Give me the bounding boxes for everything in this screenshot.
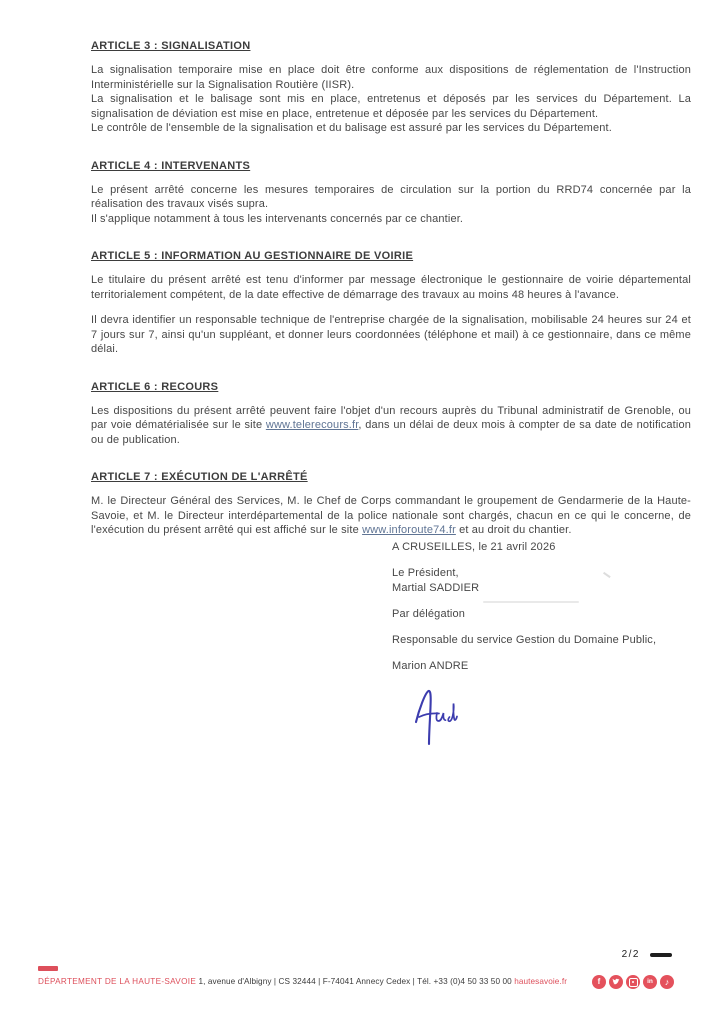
- article-6-text-after-link: , dans un délai de deux mois à compter de sa date de notification ou de publication.: [91, 419, 692, 446]
- article-7-text-after-link: et au droit du chantier.: [455, 524, 572, 536]
- footer-website: hautesavoie.fr: [514, 977, 568, 986]
- article-7-paragraph: [91, 494, 691, 538]
- article-7-section: [91, 471, 691, 538]
- facebook-icon: f: [592, 975, 606, 989]
- president-name: Martial SADDIER: [392, 582, 480, 594]
- document-body: [91, 40, 691, 562]
- delegate-name: Marion ANDRE: [392, 660, 469, 672]
- telerecours-link[interactable]: www.telerecours.fr: [265, 419, 359, 431]
- inforoute74-link[interactable]: www.inforoute74.fr: [362, 524, 456, 536]
- article-4-paragraph: Il s'applique notamment à tous les intervenants concernés par ce chantier.: [91, 212, 464, 225]
- article-6-heading: ARTICLE 6 : RECOURS: [91, 380, 219, 393]
- tiktok-icon: ♪: [660, 975, 674, 989]
- handwritten-signature-icon: [412, 686, 458, 753]
- article-6-paragraph: [91, 404, 691, 448]
- delegate-role: Responsable du service Gestion du Domaine Public,: [392, 634, 657, 646]
- footer-address: 1, avenue d'Albigny | CS 32444 | F-74041 Annecy Cedex | Tél. +33 (0)4 50 33 50 00: [198, 977, 512, 986]
- delegation-label: Par délégation: [392, 608, 466, 620]
- footer-accent-bar: [38, 966, 58, 971]
- article-3-section: [91, 40, 691, 136]
- footer-department-name: DÉPARTEMENT DE LA HAUTE-SAVOIE: [38, 977, 197, 986]
- article-4-heading: ARTICLE 4 : INTERVENANTS: [91, 159, 251, 172]
- footer-contact-line: [38, 977, 578, 986]
- scan-artifact-streak: [483, 601, 579, 603]
- article-4-paragraph: Le présent arrêté concerne les mesures temporaires de circulation sur la portion du RRD74 concernée par la réalisation des travaux visés supra.: [91, 183, 691, 210]
- article-5-heading: ARTICLE 5 : INFORMATION AU GESTIONNAIRE DE VOIRIE: [91, 250, 414, 262]
- president-title: Le Président,: [392, 567, 459, 579]
- page-indicator: [622, 949, 672, 960]
- instagram-icon: [626, 975, 640, 989]
- page-number: 2/2: [621, 949, 640, 960]
- article-5-paragraph: Il devra identifier un responsable technique de l'entreprise chargée de la signalisation, mobilisable 24 heures sur 24 et 7 jours sur 7, ainsi qu'un suppléant, et donner leurs coordonnées (téléphone et mail) à ce gestionnaire, dans ce même délai.: [91, 314, 691, 355]
- article-5-paragraph: Le titulaire du présent arrêté est tenu d'informer par message électronique le gestionnaire de voirie départemental territorialement compétent, de la date effective de démarrage des travaux au moins 48 heures à l'avance.: [91, 274, 691, 301]
- twitter-icon: [609, 975, 623, 989]
- article-3-paragraph: La signalisation temporaire mise en place doit être conforme aux dispositions de réglementation de l'Instruction Interministérielle sur la Signalisation Routière (IISR).: [91, 64, 691, 91]
- article-4-section: [91, 160, 691, 227]
- signature-block: [392, 540, 692, 674]
- article-3-paragraph: La signalisation et le balisage sont mis en place, entretenus et déposés par les services du Département. La signalisation de déviation est mise en place, entretenue et déposée par les services du Département.: [91, 93, 691, 120]
- article-7-text-before-link: M. le Directeur Général des Services, M. le Chef de Corps commandant le groupement de Gendarmerie de la Haute-Savoie, et M. le Directeur interdépartemental de la police nationale sont chargés, chacun en ce qui le concerne, de l'exécution du présent arrêté qui est affiché sur le site: [91, 495, 691, 536]
- article-5-section: [91, 250, 691, 357]
- linkedin-icon: in: [643, 975, 657, 989]
- page-indicator-dash: [650, 953, 672, 957]
- article-3-paragraph: Le contrôle de l'ensemble de la signalisation et du balisage est assuré par les services du Département.: [91, 122, 612, 134]
- article-3-heading: ARTICLE 3 : SIGNALISATION: [91, 40, 251, 52]
- place-and-date: A CRUSEILLES, le 21 avril 2026: [392, 541, 556, 553]
- article-6-section: [91, 381, 691, 448]
- article-6-text-before-link: Les dispositions du présent arrêté peuvent faire l'objet d'un recours auprès du Tribunal administratif de Grenoble, ou par voie dématérialisée sur le site: [91, 404, 691, 431]
- social-icons-row: [592, 975, 674, 989]
- article-7-heading: ARTICLE 7 : EXÉCUTION DE L'ARRÊTÉ: [91, 471, 308, 483]
